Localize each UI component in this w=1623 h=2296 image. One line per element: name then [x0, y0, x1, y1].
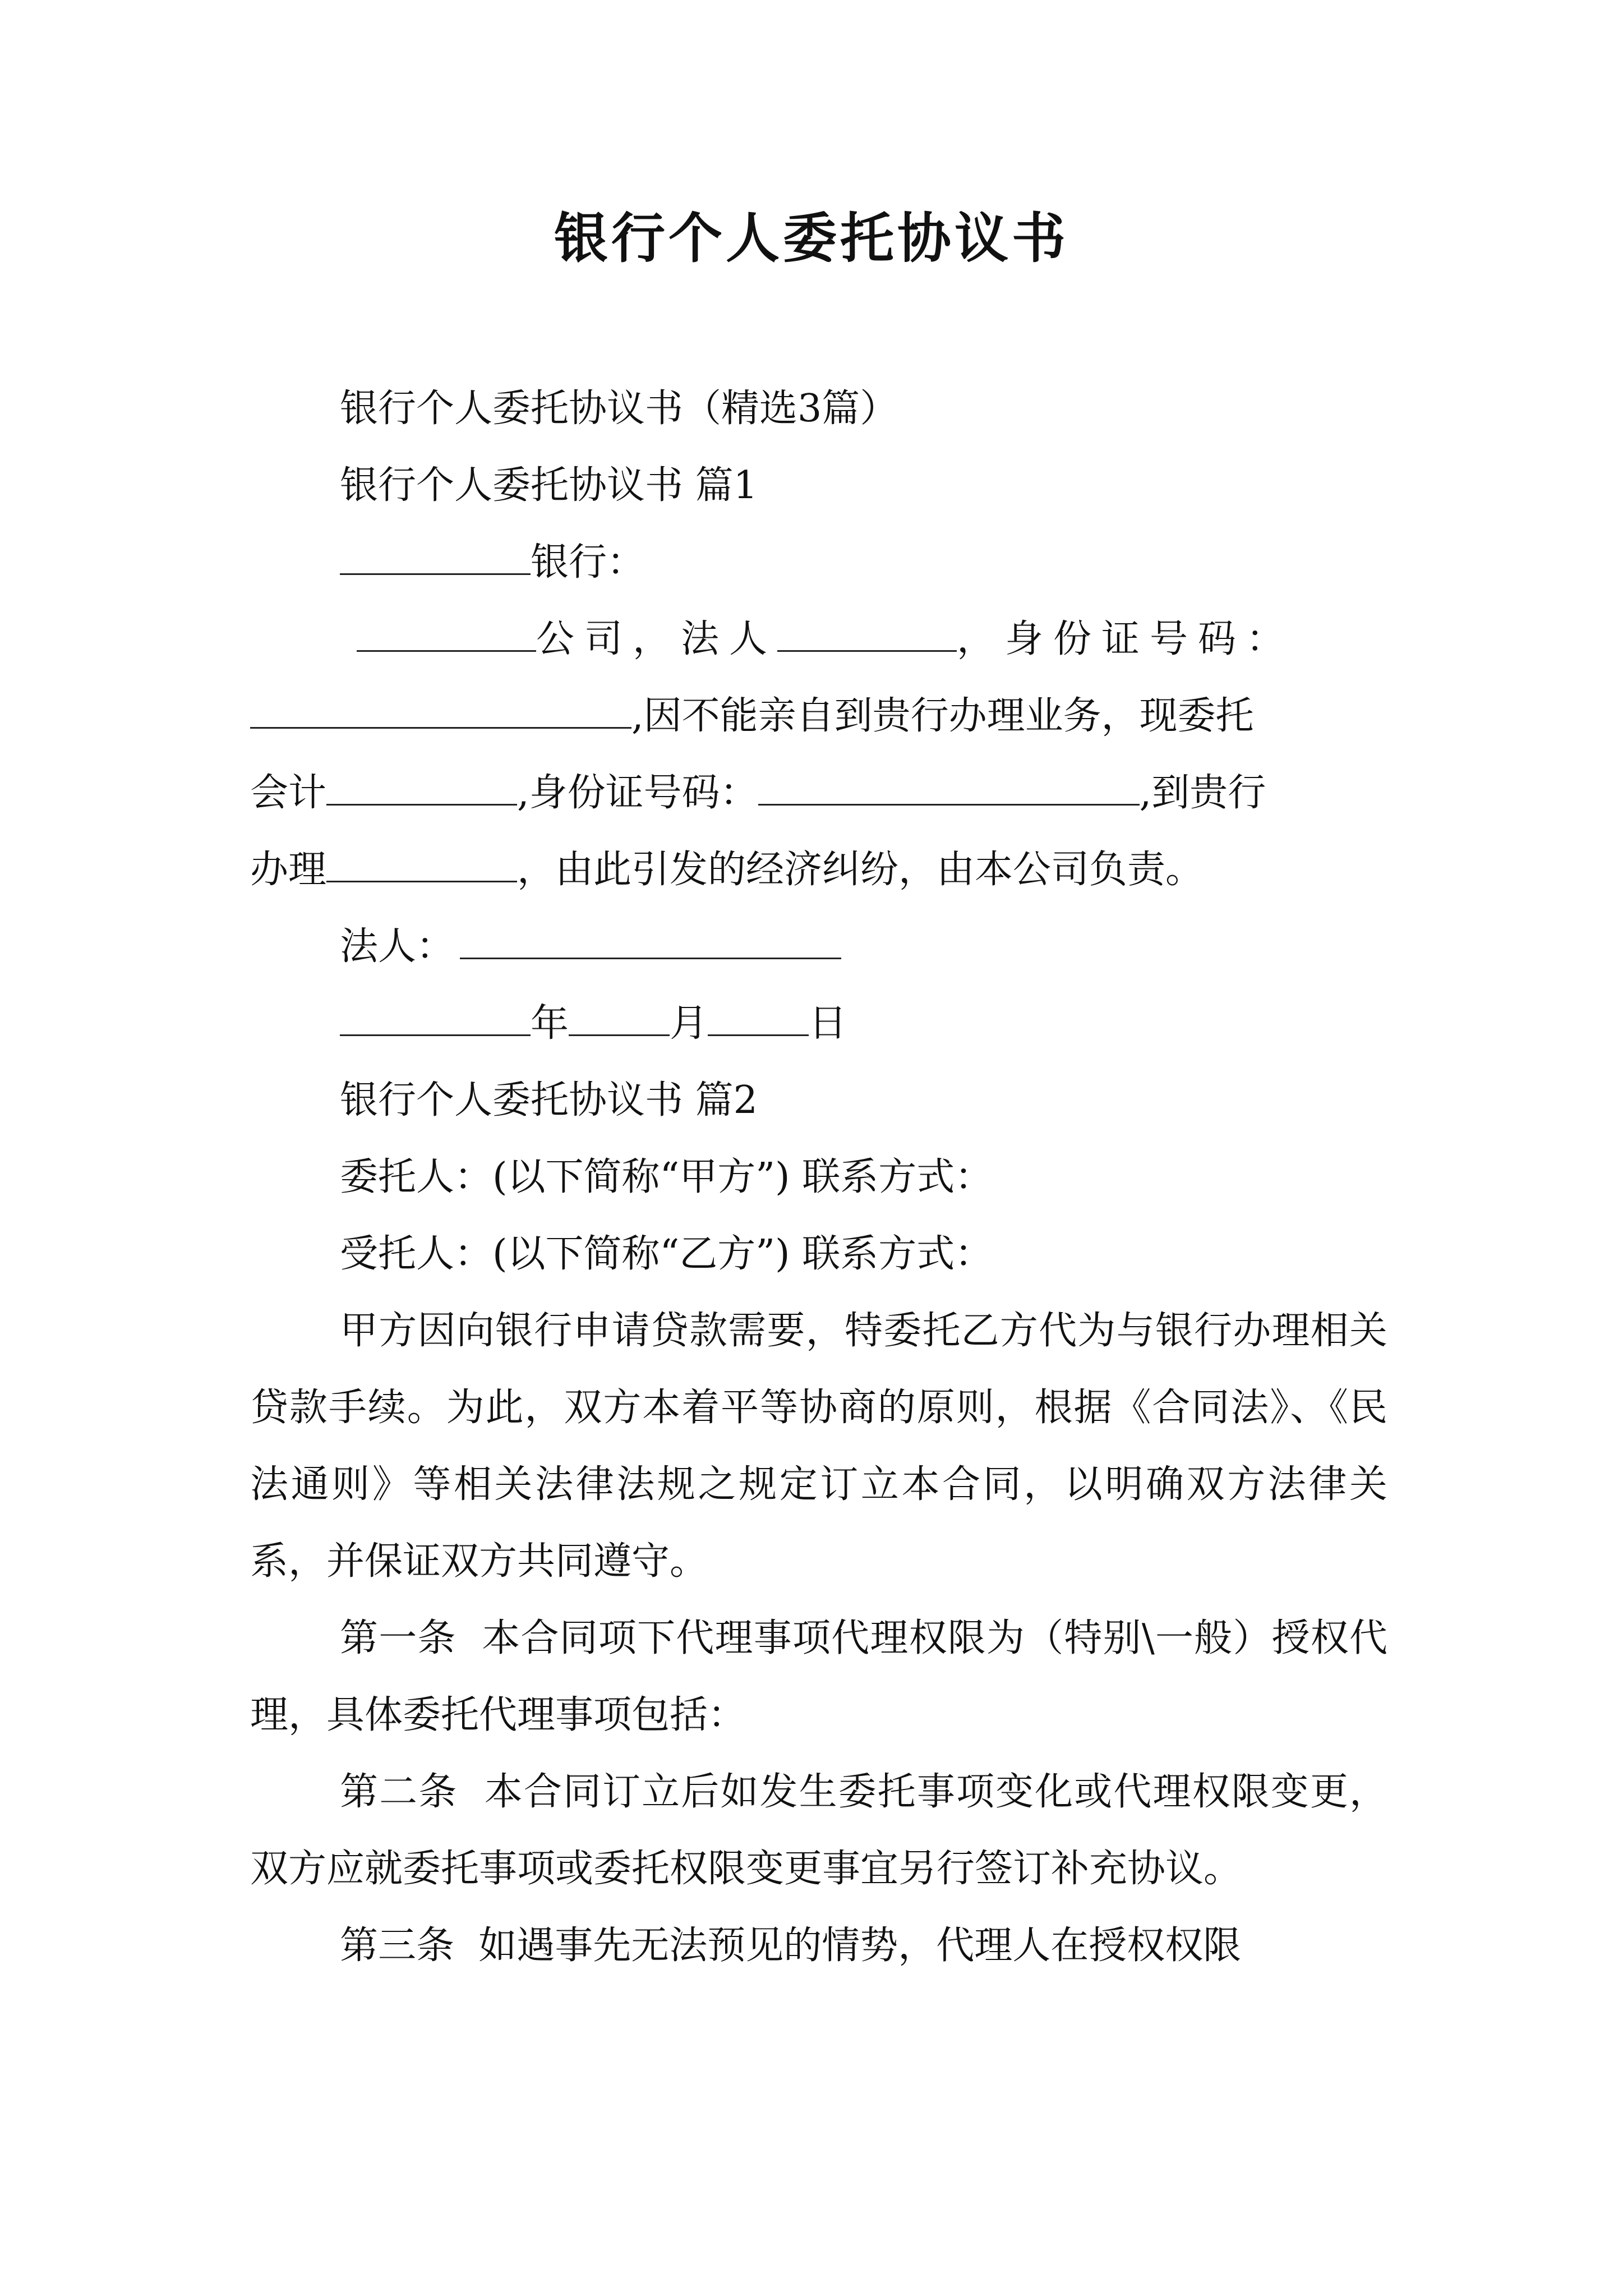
blank-legal [777, 619, 957, 652]
accountant-label: 会计 [250, 771, 327, 815]
id2-label: ,身份证号码： [517, 771, 758, 815]
subtitle: 银行个人委托协议书（精选3篇） [340, 386, 898, 431]
bank-line [250, 524, 1387, 601]
handle-label: 办理 [250, 848, 327, 892]
paragraph-purpose: 甲方因向银行申请贷款需要，特委托乙方代为与银行办理相关贷款手续。为此，双方本着平等协商的原则，根据《合同法》、《民法通则》等相关法律法规之规定订立本合同，以明确双方法律关系，并保证双方共同遵守。 [250, 1309, 1387, 1584]
part1-heading: 银行个人委托协议书 篇1 [340, 463, 758, 508]
paragraph-article-1: 第一条 本合同项下代理事项代理权限为（特别\一般）授权代理，具体委托代理事项包括： [250, 1616, 1387, 1737]
reason-line [250, 678, 1387, 754]
year-label: 年 [531, 1001, 569, 1046]
blank-id [250, 696, 631, 729]
document-title: 银行个人委托协议书 [554, 206, 1069, 270]
handle-line [250, 831, 1387, 908]
id-label: ，身份证号码： [957, 617, 1295, 661]
blank-bank [340, 542, 531, 575]
bank-suffix: 银行： [531, 540, 645, 585]
blank-handle [326, 849, 517, 882]
blank-company [357, 619, 536, 652]
company-line [250, 601, 1387, 678]
blank-id2 [758, 772, 1140, 806]
legal-person-line [250, 908, 1387, 985]
paragraph-article-2: 第二条 本合同订立后如发生委托事项变化或代理权限变更，双方应就委托事项或委托权限变更事宜另行签订补充协议。 [250, 1770, 1387, 1891]
day-label: 日 [809, 1001, 847, 1046]
to-bank-text: ,到贵行 [1139, 771, 1266, 815]
blank-legal-person [460, 926, 841, 959]
blank-day [708, 1003, 809, 1036]
legal-person-label: 法人： [340, 924, 455, 969]
part2-heading: 银行个人委托协议书 篇2 [340, 1078, 758, 1122]
agent-line: 受托人：(以下简称“乙方”) 联系方式： [340, 1232, 993, 1276]
paragraph-article-3: 第三条 如遇事先无法预见的情势，代理人在授权权限 [340, 1924, 1242, 1968]
blank-month [569, 1003, 670, 1036]
blank-accountant [326, 772, 517, 806]
reason-text: ,因不能亲自到贵行办理业务，现委托 [631, 694, 1254, 738]
month-label: 月 [670, 1001, 708, 1046]
date-line [250, 985, 1387, 1062]
company-text: 公司，法人 [536, 617, 778, 661]
principal-line: 委托人：(以下简称“甲方”) 联系方式： [340, 1155, 993, 1199]
document-body [250, 370, 1387, 1984]
accountant-line [250, 754, 1387, 831]
blank-year [340, 1003, 531, 1036]
dispute-text: ，由此引发的经济纠纷，由本公司负责。 [517, 848, 1204, 892]
